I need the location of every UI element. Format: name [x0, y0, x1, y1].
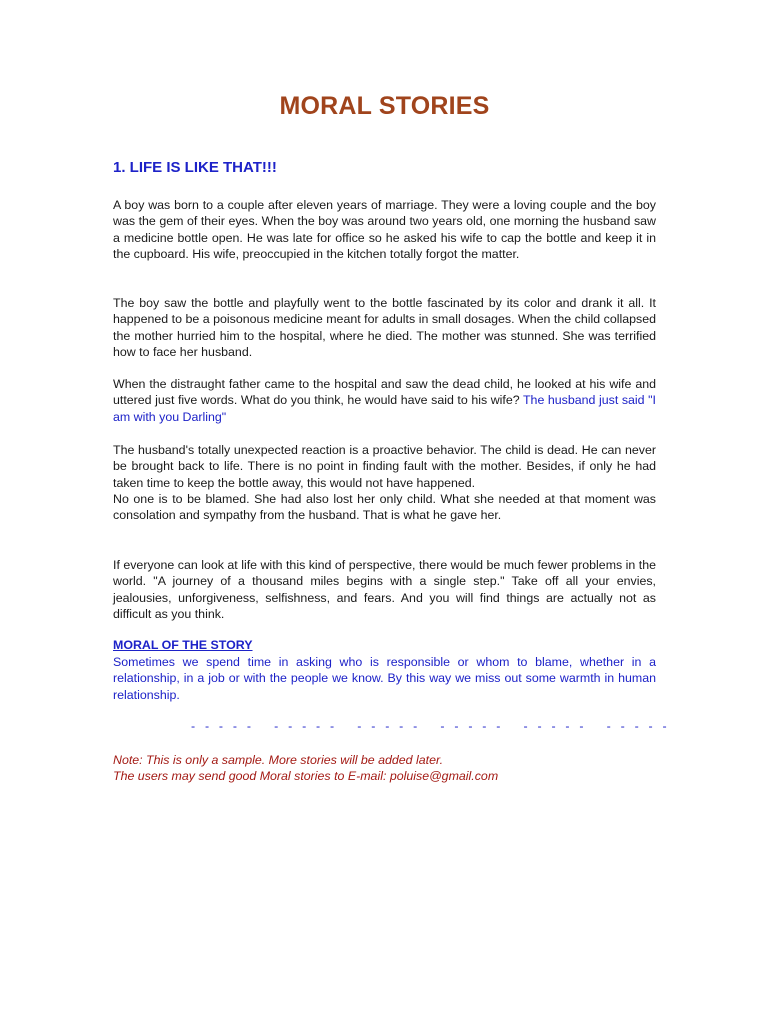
- story-paragraph-4: [113, 442, 656, 523]
- story-paragraph-3-text: When the distraught father came to the hospital and saw the dead child, he looked at his wife and uttered just five words. What do you think, he would have said to his wife?: [113, 377, 656, 408]
- husband-quote: The husband just said "I am with you Darling": [113, 393, 656, 424]
- section-divider: - - - - - - - - - - - - - - - - - - - - - - - - - - - - - -: [191, 719, 670, 733]
- story-paragraph-4b: No one is to be blamed. She had also lost her only child. What she needed at that moment was consolation and sympathy from the husband. That is what he gave her.: [113, 491, 656, 523]
- story-paragraph-5: If everyone can look at life with this kind of perspective, there would be much fewer problems in the world. "A journey of a thousand miles begins with a single step." Take off all your envies, jealousies, unforgiveness, selfishness, and fears. And you will find things are actually not as difficult as you think.: [113, 558, 656, 621]
- story-paragraph-3: [113, 376, 656, 425]
- note-line-2: The users may send good Moral stories to E-mail: poluise@gmail.com: [113, 769, 499, 783]
- story-paragraph-2: The boy saw the bottle and playfully went to the bottle fascinated by its color and drank it all. It happened to be a poisonous medicine meant for adults in small dosages. When the child collapsed the mother hurried him to the hospital, where he died. The mother was stunned. She was terrified how to face her husband.: [113, 296, 656, 359]
- story-paragraph-1: A boy was born to a couple after eleven years of marriage. They were a loving couple and the boy was the gem of their eyes. When the boy was around two years old, one morning the husband saw a medicine bottle open. He was late for office so he asked his wife to cap the bottle and keep it in the cupboard. His wife, preoccupied in the kitchen totally forgot the matter.: [113, 198, 656, 261]
- moral-text: Sometimes we spend time in asking who is responsible or whom to blame, whether in a relationship, in a job or with the people we know. By this way we miss out some warmth in human relationship.: [113, 655, 656, 702]
- story-heading: 1. LIFE IS LIKE THAT!!!: [113, 159, 277, 176]
- moral-heading: MORAL OF THE STORY: [113, 638, 253, 652]
- page-title: MORAL STORIES: [279, 92, 490, 120]
- story-paragraph-4a: The husband's totally unexpected reaction is a proactive behavior. The child is dead. He can never be brought back to life. There is no point in finding fault with the mother. Besides, if only he had taken time to keep the bottle away, this would not have happened.: [113, 443, 656, 490]
- note-line-1: Note: This is only a sample. More stories will be added later.: [113, 753, 444, 767]
